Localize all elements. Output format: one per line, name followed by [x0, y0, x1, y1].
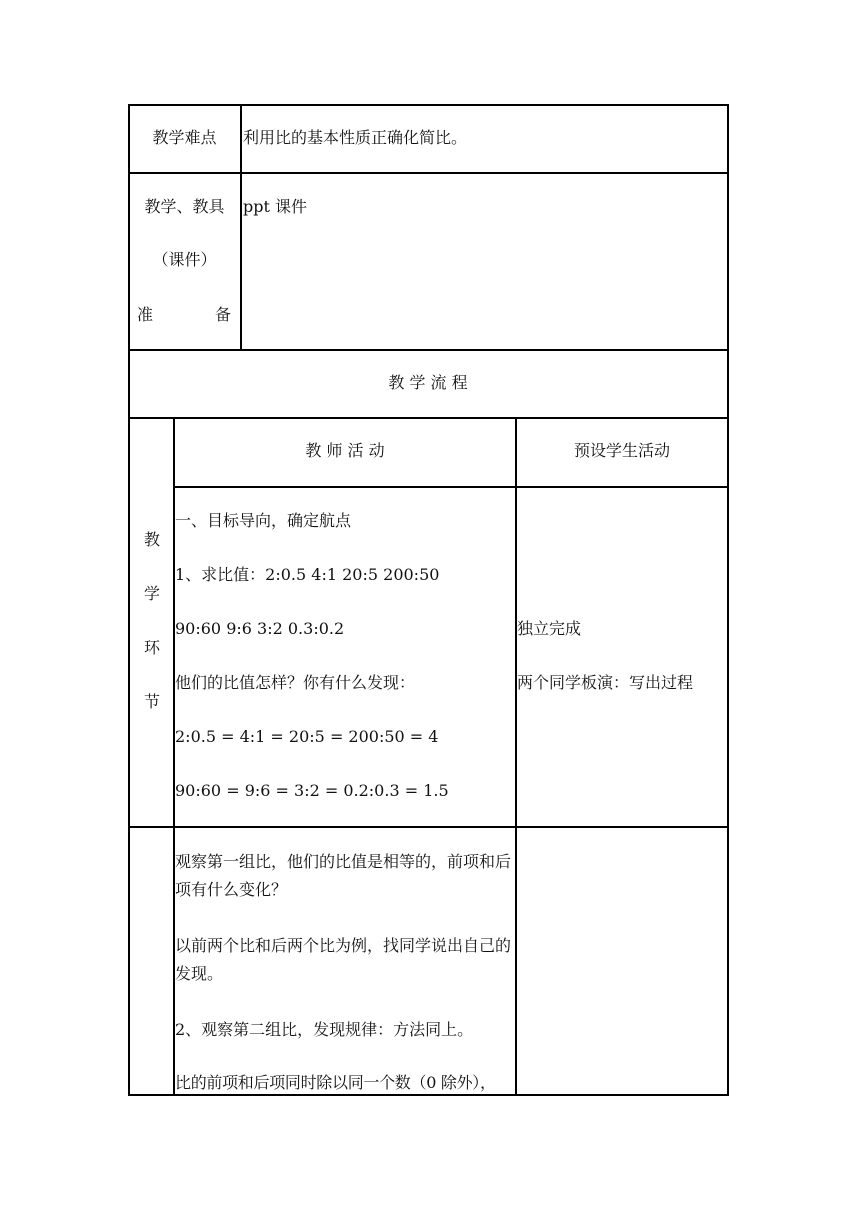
- materials-label-line2: （课件）: [152, 250, 217, 269]
- difficulty-label: 教学难点: [152, 128, 217, 147]
- teacher-activity-line: 一、目标导向，确定航点: [175, 511, 352, 530]
- row-divider-4: [173, 486, 729, 488]
- materials-label-line1: 教学、教具: [144, 197, 225, 216]
- teacher-activity-paragraph: 2、观察第二组比，发现规律：方法同上。: [175, 1020, 474, 1039]
- flow-title: 教 学 流 程: [388, 373, 468, 392]
- teacher-activity-line: 2:0.5 = 4:1 = 20:5 = 200:50 = 4: [175, 727, 439, 746]
- teacher-activity-line: 1、求比值：2:0.5 4:1 20:5 200:50: [175, 565, 440, 584]
- section-label-char: 学: [144, 584, 161, 603]
- student-activity-line: 两个同学板演：写出过程: [517, 673, 694, 692]
- materials-content: ppt 课件: [243, 197, 308, 216]
- row-divider-3: [128, 417, 729, 419]
- teacher-activity-paragraph: 观察第一组比，他们的比值是相等的，前项和后项有什么变化？: [175, 852, 512, 899]
- table-border-top: [128, 104, 729, 106]
- materials-label-line3-a: 准: [137, 305, 154, 324]
- student-activity-header: 预设学生活动: [573, 441, 670, 460]
- teacher-activity-paragraph: 以前两个比和后两个比为例，找同学说出自己的发现。: [175, 936, 512, 983]
- teacher-activity-paragraph: 比的前项和后项同时除以同一个数（0 除外），: [175, 1073, 496, 1092]
- row-divider-1: [128, 172, 729, 174]
- difficulty-content: 利用比的基本性质正确化简比。: [243, 128, 468, 147]
- materials-label-line3-b: 备: [215, 305, 232, 324]
- teacher-activity-line: 90:60 = 9:6 = 3:2 = 0.2:0.3 = 1.5: [175, 781, 449, 800]
- table-border-bottom: [128, 1094, 729, 1096]
- teacher-activity-line: 他们的比值怎样？你有什么发现：: [175, 673, 416, 692]
- teacher-activity-header: 教 师 活 动: [305, 441, 385, 460]
- student-activity-line: 独立完成: [517, 619, 582, 638]
- section-label-char: 教: [144, 530, 161, 549]
- table-border-right: [727, 104, 729, 1096]
- section-label-char: 节: [144, 692, 161, 711]
- activity-column-divider: [515, 417, 517, 1096]
- teacher-activity-line: 90:60 9:6 3:2 0.3:0.2: [175, 619, 345, 638]
- row-divider-5: [128, 826, 729, 828]
- row-divider-2: [128, 349, 729, 351]
- label-column-divider: [240, 104, 242, 350]
- section-label-char: 环: [144, 638, 161, 657]
